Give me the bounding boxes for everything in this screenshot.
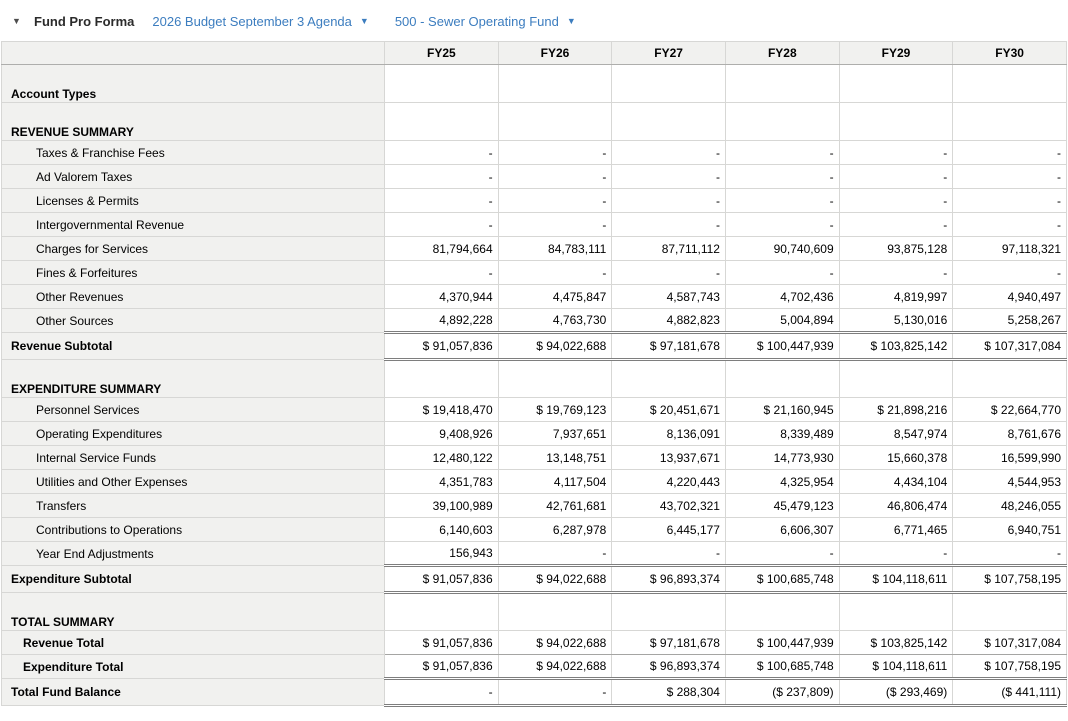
- cell-value: -: [839, 165, 953, 189]
- toolbar: [0, 0, 1068, 41]
- cell-value: $ 96,893,374: [612, 566, 726, 593]
- cell-value: 48,246,055: [953, 494, 1067, 518]
- cell-value: 4,702,436: [725, 285, 839, 309]
- cell-value: -: [385, 189, 499, 213]
- cell-value: 4,763,730: [498, 309, 612, 333]
- cell-value: $ 288,304: [612, 679, 726, 706]
- cell-value: $ 97,181,678: [612, 631, 726, 655]
- cell-value: [839, 360, 953, 398]
- fund-dropdown[interactable]: [395, 14, 576, 29]
- row-label: Charges for Services: [2, 237, 385, 261]
- cell-value: 16,599,990: [953, 446, 1067, 470]
- page-title: Fund Pro Forma: [34, 13, 135, 29]
- cell-value: 84,783,111: [498, 237, 612, 261]
- column-header: FY27: [612, 42, 726, 65]
- cell-value: -: [385, 141, 499, 165]
- cell-value: [385, 65, 499, 103]
- cell-value: 39,100,989: [385, 494, 499, 518]
- cell-value: [612, 65, 726, 103]
- cell-value: $ 94,022,688: [498, 655, 612, 679]
- cell-value: $ 104,118,611: [839, 566, 953, 593]
- cell-value: 6,140,603: [385, 518, 499, 542]
- row-label: Revenue Total: [2, 631, 385, 655]
- column-header: FY26: [498, 42, 612, 65]
- cell-value: -: [839, 141, 953, 165]
- cell-value: [385, 593, 499, 631]
- cell-value: [725, 65, 839, 103]
- table-row: [2, 679, 1067, 706]
- cell-value: 4,587,743: [612, 285, 726, 309]
- cell-value: 4,434,104: [839, 470, 953, 494]
- cell-value: $ 21,160,945: [725, 398, 839, 422]
- cell-value: 4,117,504: [498, 470, 612, 494]
- row-label: Other Sources: [2, 309, 385, 333]
- table-row: [2, 309, 1067, 333]
- cell-value: [498, 103, 612, 141]
- row-label: Internal Service Funds: [2, 446, 385, 470]
- cell-value: -: [953, 141, 1067, 165]
- budget-dropdown-label: 2026 Budget September 3 Agenda: [152, 13, 352, 29]
- cell-value: $ 104,118,611: [839, 655, 953, 679]
- table-row: [2, 398, 1067, 422]
- header-row: [2, 42, 1067, 65]
- cell-value: $ 22,664,770: [953, 398, 1067, 422]
- cell-value: -: [953, 261, 1067, 285]
- cell-value: -: [612, 165, 726, 189]
- chevron-down-icon: ▼: [566, 15, 576, 26]
- collapse-arrow-icon[interactable]: ▼: [12, 15, 21, 26]
- cell-value: [725, 593, 839, 631]
- cell-value: $ 91,057,836: [385, 631, 499, 655]
- row-label: Expenditure Subtotal: [2, 566, 385, 593]
- cell-value: [612, 360, 726, 398]
- row-label: Taxes & Franchise Fees: [2, 141, 385, 165]
- cell-value: ($ 441,111): [953, 679, 1067, 706]
- cell-value: $ 91,057,836: [385, 566, 499, 593]
- cell-value: [385, 360, 499, 398]
- row-label: Ad Valorem Taxes: [2, 165, 385, 189]
- table-row: [2, 165, 1067, 189]
- cell-value: -: [498, 679, 612, 706]
- row-label: Other Revenues: [2, 285, 385, 309]
- row-label: Fines & Forfeitures: [2, 261, 385, 285]
- cell-value: $ 91,057,836: [385, 655, 499, 679]
- cell-value: 6,771,465: [839, 518, 953, 542]
- table-row: [2, 566, 1067, 593]
- budget-dropdown[interactable]: [152, 14, 368, 29]
- cell-value: $ 19,418,470: [385, 398, 499, 422]
- cell-value: [953, 65, 1067, 103]
- cell-value: [385, 103, 499, 141]
- row-label: Year End Adjustments: [2, 542, 385, 566]
- cell-value: 5,130,016: [839, 309, 953, 333]
- row-label: Account Types: [2, 65, 385, 103]
- pro-forma-table: [1, 41, 1067, 707]
- cell-value: $ 97,181,678: [612, 333, 726, 360]
- row-label: Personnel Services: [2, 398, 385, 422]
- cell-value: [839, 593, 953, 631]
- cell-value: 4,882,823: [612, 309, 726, 333]
- cell-value: 4,475,847: [498, 285, 612, 309]
- cell-value: [953, 360, 1067, 398]
- cell-value: -: [612, 189, 726, 213]
- cell-value: 4,351,783: [385, 470, 499, 494]
- cell-value: 81,794,664: [385, 237, 499, 261]
- cell-value: [953, 593, 1067, 631]
- cell-value: 156,943: [385, 542, 499, 566]
- table-row: [2, 446, 1067, 470]
- cell-value: [953, 103, 1067, 141]
- cell-value: [498, 593, 612, 631]
- cell-value: 42,761,681: [498, 494, 612, 518]
- table-row: [2, 237, 1067, 261]
- cell-value: 5,258,267: [953, 309, 1067, 333]
- cell-value: -: [953, 165, 1067, 189]
- cell-value: 87,711,112: [612, 237, 726, 261]
- cell-value: 4,220,443: [612, 470, 726, 494]
- cell-value: 46,806,474: [839, 494, 953, 518]
- cell-value: -: [612, 542, 726, 566]
- cell-value: -: [385, 165, 499, 189]
- cell-value: -: [953, 542, 1067, 566]
- cell-value: $ 94,022,688: [498, 566, 612, 593]
- cell-value: 4,892,228: [385, 309, 499, 333]
- cell-value: $ 107,317,084: [953, 333, 1067, 360]
- cell-value: 7,937,651: [498, 422, 612, 446]
- cell-value: $ 103,825,142: [839, 333, 953, 360]
- cell-value: $ 19,769,123: [498, 398, 612, 422]
- column-header: FY29: [839, 42, 953, 65]
- cell-value: -: [839, 261, 953, 285]
- cell-value: 5,004,894: [725, 309, 839, 333]
- cell-value: [498, 65, 612, 103]
- table-row: [2, 360, 1067, 398]
- cell-value: -: [839, 542, 953, 566]
- cell-value: 8,761,676: [953, 422, 1067, 446]
- cell-value: ($ 293,469): [839, 679, 953, 706]
- cell-value: -: [725, 165, 839, 189]
- cell-value: -: [498, 261, 612, 285]
- cell-value: 6,606,307: [725, 518, 839, 542]
- cell-value: 6,445,177: [612, 518, 726, 542]
- cell-value: 12,480,122: [385, 446, 499, 470]
- cell-value: -: [725, 189, 839, 213]
- cell-value: 93,875,128: [839, 237, 953, 261]
- cell-value: $ 107,758,195: [953, 566, 1067, 593]
- row-label: EXPENDITURE SUMMARY: [2, 360, 385, 398]
- cell-value: -: [385, 213, 499, 237]
- column-header: FY30: [953, 42, 1067, 65]
- cell-value: ($ 237,809): [725, 679, 839, 706]
- cell-value: 6,940,751: [953, 518, 1067, 542]
- cell-value: 8,339,489: [725, 422, 839, 446]
- cell-value: -: [725, 213, 839, 237]
- cell-value: 97,118,321: [953, 237, 1067, 261]
- table-row: [2, 333, 1067, 360]
- cell-value: $ 100,685,748: [725, 566, 839, 593]
- cell-value: 14,773,930: [725, 446, 839, 470]
- cell-value: 9,408,926: [385, 422, 499, 446]
- chevron-down-icon: ▼: [359, 15, 369, 26]
- row-label: REVENUE SUMMARY: [2, 103, 385, 141]
- cell-value: 43,702,321: [612, 494, 726, 518]
- table-row: [2, 65, 1067, 103]
- cell-value: -: [839, 189, 953, 213]
- cell-value: -: [385, 261, 499, 285]
- cell-value: $ 21,898,216: [839, 398, 953, 422]
- table-row: [2, 261, 1067, 285]
- cell-value: $ 107,758,195: [953, 655, 1067, 679]
- cell-value: [612, 593, 726, 631]
- cell-value: 45,479,123: [725, 494, 839, 518]
- cell-value: -: [725, 261, 839, 285]
- cell-value: -: [498, 213, 612, 237]
- cell-value: 4,940,497: [953, 285, 1067, 309]
- row-label: Total Fund Balance: [2, 679, 385, 706]
- table-row: [2, 631, 1067, 655]
- cell-value: $ 94,022,688: [498, 333, 612, 360]
- cell-value: [725, 103, 839, 141]
- cell-value: 4,544,953: [953, 470, 1067, 494]
- cell-value: [612, 103, 726, 141]
- row-label: Revenue Subtotal: [2, 333, 385, 360]
- cell-value: 4,370,944: [385, 285, 499, 309]
- cell-value: 4,819,997: [839, 285, 953, 309]
- column-header: FY25: [385, 42, 499, 65]
- cell-value: 6,287,978: [498, 518, 612, 542]
- cell-value: $ 100,685,748: [725, 655, 839, 679]
- row-label: TOTAL SUMMARY: [2, 593, 385, 631]
- column-header: FY28: [725, 42, 839, 65]
- cell-value: -: [385, 679, 499, 706]
- row-label: Contributions to Operations: [2, 518, 385, 542]
- cell-value: 8,136,091: [612, 422, 726, 446]
- table-row: [2, 593, 1067, 631]
- table-row: [2, 103, 1067, 141]
- cell-value: -: [953, 213, 1067, 237]
- cell-value: $ 91,057,836: [385, 333, 499, 360]
- table-row: [2, 189, 1067, 213]
- cell-value: $ 100,447,939: [725, 631, 839, 655]
- corner-header: [2, 42, 385, 65]
- cell-value: -: [498, 165, 612, 189]
- fund-dropdown-label: 500 - Sewer Operating Fund: [394, 13, 559, 29]
- cell-value: [839, 65, 953, 103]
- cell-value: -: [725, 542, 839, 566]
- table-row: [2, 470, 1067, 494]
- cell-value: -: [839, 213, 953, 237]
- table-row: [2, 422, 1067, 446]
- cell-value: -: [612, 213, 726, 237]
- table-row: [2, 494, 1067, 518]
- table-row: [2, 285, 1067, 309]
- table-row: [2, 655, 1067, 679]
- cell-value: [498, 360, 612, 398]
- table-row: [2, 141, 1067, 165]
- cell-value: $ 96,893,374: [612, 655, 726, 679]
- cell-value: [725, 360, 839, 398]
- row-label: Operating Expenditures: [2, 422, 385, 446]
- table-row: [2, 542, 1067, 566]
- cell-value: -: [953, 189, 1067, 213]
- row-label: Transfers: [2, 494, 385, 518]
- cell-value: 13,148,751: [498, 446, 612, 470]
- cell-value: -: [498, 542, 612, 566]
- cell-value: $ 103,825,142: [839, 631, 953, 655]
- cell-value: -: [612, 261, 726, 285]
- cell-value: 13,937,671: [612, 446, 726, 470]
- cell-value: 4,325,954: [725, 470, 839, 494]
- cell-value: $ 94,022,688: [498, 631, 612, 655]
- table-row: [2, 518, 1067, 542]
- table-row: [2, 213, 1067, 237]
- row-label: Intergovernmental Revenue: [2, 213, 385, 237]
- cell-value: [839, 103, 953, 141]
- cell-value: $ 100,447,939: [725, 333, 839, 360]
- cell-value: $ 107,317,084: [953, 631, 1067, 655]
- cell-value: -: [498, 141, 612, 165]
- row-label: Licenses & Permits: [2, 189, 385, 213]
- cell-value: $ 20,451,671: [612, 398, 726, 422]
- cell-value: 8,547,974: [839, 422, 953, 446]
- cell-value: 15,660,378: [839, 446, 953, 470]
- row-label: Expenditure Total: [2, 655, 385, 679]
- cell-value: 90,740,609: [725, 237, 839, 261]
- cell-value: -: [612, 141, 726, 165]
- cell-value: -: [498, 189, 612, 213]
- row-label: Utilities and Other Expenses: [2, 470, 385, 494]
- cell-value: -: [725, 141, 839, 165]
